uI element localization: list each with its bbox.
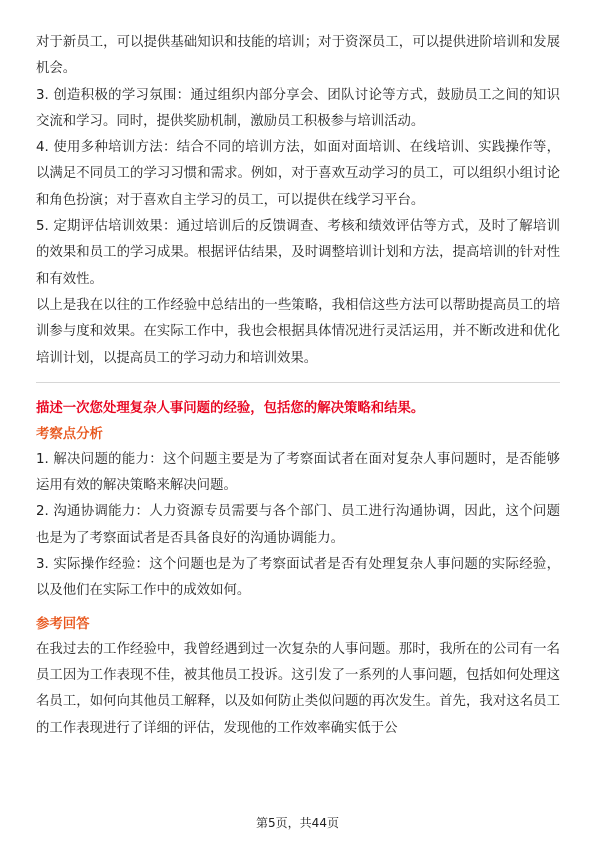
analysis-item-2: 2. 沟通协调能力：人力资源专员需要与各个部门、员工进行沟通协调，因此，这个问题也是为了考察面试者是否具备良好的沟通协调能力。 [36,504,560,546]
interview-question: 描述一次您处理复杂人事问题的经验，包括您的解决策略和结果。 [36,400,425,416]
document-page [36,30,560,742]
answer-heading: 参考回答 [36,616,90,632]
strategy-item-4: 4. 使用多种培训方法：结合不同的培训方法，如面对面培训、在线培训、实践操作等，以满足不同员工的学习习惯和需求。例如，对于喜欢互动学习的员工，可以组织小组讨论和角色扮演；对于喜欢自主学习的员工，可以提供在线学习平台。 [36,140,560,208]
intro-paragraph: 对于新员工，可以提供基础知识和技能的培训；对于资深员工，可以提供进阶培训和发展机会。 [36,35,560,77]
analysis-heading: 考察点分析 [36,426,103,442]
answer-paragraph: 在我过去的工作经验中，我曾经遇到过一次复杂的人事问题。那时，我所在的公司有一名员工因为工作表现不佳，被其他员工投诉。这引发了一系列的人事问题，包括如何处理这名员工，如何向其他员工解释，以及如何防止类似问题的再次发生。首先，我对这名员工的工作表现进行了详细的评估，发现他的工作效率确实低于公 [36,641,560,736]
analysis-item-3: 3. 实际操作经验：这个问题也是为了考察面试者是否有处理复杂人事问题的实际经验，以及他们在实际工作中的成效如何。 [36,557,560,599]
section-gap [36,605,560,613]
strategy-item-3: 3. 创造积极的学习氛围：通过组织内部分享会、团队讨论等方式，鼓励员工之间的知识交流和学习。同时，提供奖励机制，激励员工积极参与培训活动。 [36,87,560,129]
section-divider [36,382,560,383]
page-number: 第5页，共44页 [256,816,339,830]
analysis-item-1: 1. 解决问题的能力：这个问题主要是为了考察面试者在面对复杂人事问题时，是否能够运用有效的解决策略来解决问题。 [36,451,560,494]
strategy-item-5: 5. 定期评估培训效果：通过培训后的反馈调查、考核和绩效评估等方式，及时了解培训的效果和员工的学习成果。根据评估结果，及时调整培训计划和方法，提高培训的针对性和有效性。 [36,219,560,287]
conclusion-paragraph: 以上是我在以往的工作经验中总结出的一些策略，我相信这些方法可以帮助提高员工的培训参与度和效果。在实际工作中，我也会根据具体情况进行灵活运用，并不断改进和优化培训计划，以提高员工的学习动力和培训效果。 [36,297,560,366]
